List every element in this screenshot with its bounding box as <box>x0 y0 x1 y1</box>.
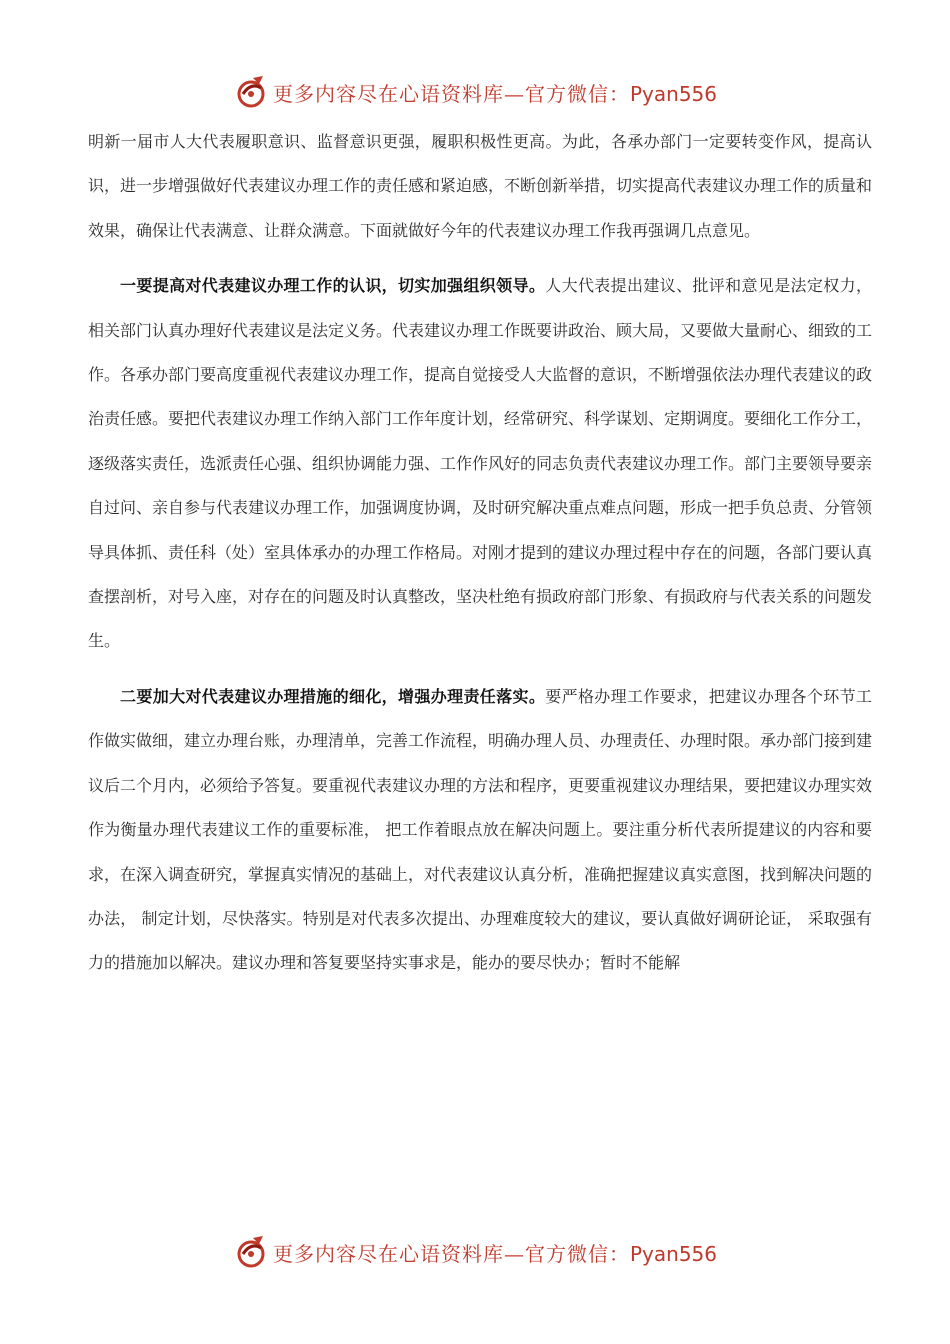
footer-watermark-banner <box>0 1232 950 1272</box>
logo-icon <box>233 1234 269 1270</box>
banner-text <box>273 78 717 107</box>
banner-wechat-id: Pyan556 <box>629 81 717 106</box>
header-watermark-banner <box>0 72 950 112</box>
paragraph-text: 要严格办理工作要求，把建议办理各个环节工作做实做细，建立办理台账，办理清单，完善工作流程，明确办理人员、办理责任、办理时限。承办部门接到建议后二个月内，必须给予答复。要重视代表建议办理的方法和程序，更要重视建议办理结果，要把建议办理实效作为衡量办理代表建议工作的重要标准， 把工作着眼点放在解决问题上。要注重分析代表所提建议的内容和要求，在深入调查研究，掌握真实情况的基础上，对代表建议认真分析，准确把握建议真实意图，找到解决问题的办法， 制定计划，尽快落实。特别是对代表多次提出、办理难度较大的建议，要认真做好调研论证， 采取强有力的措施加以解决。建议办理和答复要坚持实事求是，能办的要尽快办；暂时不能解 <box>88 686 873 973</box>
banner-label: 更多内容尽在心语资料库—官方微信： <box>272 1241 630 1266</box>
paragraph-section-two <box>88 675 872 986</box>
paragraph-text: 人大代表提出建议、批评和意见是法定权力，相关部门认真办理好代表建议是法定义务。代表建议办理工作既要讲政治、顾大局，又要做大量耐心、细致的工作。各承办部门要高度重视代表建议办理工作，提高自觉接受人大监督的意识，不断增强依法办理代表建议的政治责任感。要把代表建议办理工作纳入部门工作年度计划，经常研究、科学谋划、定期调度。要细化工作分工，逐级落实责任，选派责任心强、组织协调能力强、工作作风好的同志负责代表建议办理工作。部门主要领导要亲自过问、亲自参与代表建议办理工作，加强调度协调，及时研究解决重点难点问题，形成一把手负总责、分管领导具体抓、责任科（处）室具体承办的办理工作格局。对刚才提到的建议办理过程中存在的问题，各部门要认真查摆剖析，对号入座，对存在的问题及时认真整改，坚决杜绝有损政府部门形象、有损政府与代表关系的问题发生。 <box>88 276 873 651</box>
banner-wechat-id: Pyan556 <box>629 1241 717 1266</box>
document-body <box>88 120 872 986</box>
section-heading: 二要加大对代表建议办理措施的细化，增强办理责任落实。 <box>120 686 546 706</box>
paragraph-text: 明新一届市人大代表履职意识、监督意识更强，履职积极性更高。为此，各承办部门一定要转变作风，提高认识，进一步增强做好代表建议办理工作的责任感和紧迫感，不断创新举措，切实提高代表建议办理工作的质量和效果，确保让代表满意、让群众满意。下面就做好今年的代表建议办理工作我再强调几点意见。 <box>88 132 873 240</box>
banner-text <box>273 1238 717 1267</box>
section-heading: 一要提高对代表建议办理工作的认识，切实加强组织领导。 <box>120 276 546 296</box>
paragraph-section-one <box>88 264 872 664</box>
banner-label: 更多内容尽在心语资料库—官方微信： <box>272 81 630 106</box>
logo-icon <box>233 74 269 110</box>
paragraph-intro <box>88 120 872 253</box>
